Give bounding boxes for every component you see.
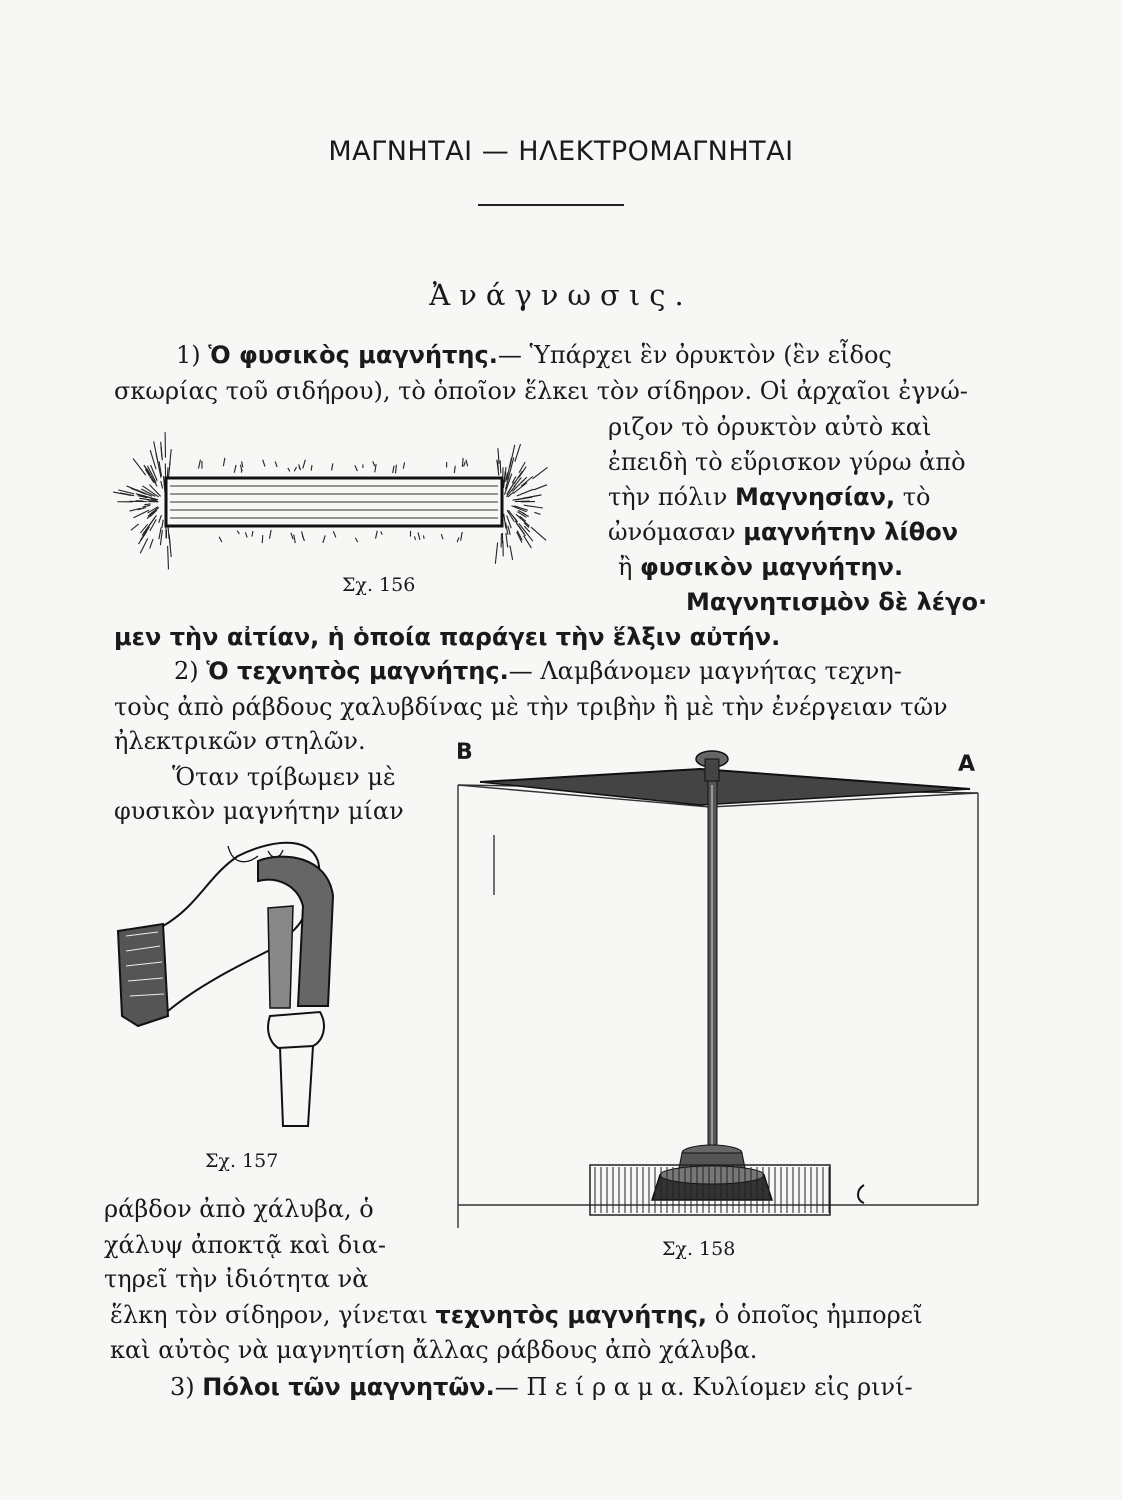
bold-natural-magnet: φυσικὸν μαγνήτην. xyxy=(640,553,904,581)
page-title: ΜΑΓΝΗΤΑΙ — ΗΛΕΚΤΡΟΜΑΓΝΗΤΑΙ xyxy=(328,136,794,167)
p1-title: Ὁ φυσικὸς μαγνήτης. xyxy=(208,341,498,369)
p2-line-1 xyxy=(174,654,902,688)
p1-line-3: ριζον τὸ ὀρυκτὸν αὐτὸ καὶ xyxy=(608,413,932,441)
p2-title: Ὁ τεχνητὸς μαγνήτης. xyxy=(206,657,509,685)
p1-line-4: ἐπειδὴ τὸ εὕρισκον γύρω ἀπὸ xyxy=(608,448,966,476)
fig158-apparatus-illustration xyxy=(450,745,1010,1235)
title-rule xyxy=(478,204,624,206)
p2-line-6: ράβδον ἀπὸ χάλυβα, ὁ xyxy=(104,1195,374,1223)
fig156-caption: Σχ. 156 xyxy=(342,574,416,596)
p1-line-7: ἢ φυσικὸν μαγνήτην. xyxy=(618,553,904,581)
fig158-caption: Σχ. 158 xyxy=(662,1238,736,1260)
p1-number: 1) xyxy=(176,341,201,369)
p1-line-1 xyxy=(176,338,892,372)
p1-line-5: τὴν πόλιν Μαγνησίαν, τὸ xyxy=(608,483,931,511)
label-b: Β xyxy=(456,740,473,765)
p2-line-7: χάλυψ ἀποκτᾷ καὶ δια- xyxy=(104,1231,386,1259)
p2-line-9: ἕλκη τὸν σίδηρον, γίνεται τεχνητὸς μαγνήτης, ὁ ὁποῖος ἠμπορεῖ xyxy=(110,1301,923,1329)
p3-number: 3) xyxy=(170,1373,195,1401)
p2-line-10: καὶ αὐτὸς νὰ μαγνητίση ἄλλας ράβδους ἀπὸ χάλυβα. xyxy=(110,1336,758,1364)
p1-line-8: Μαγνητισμὸν δὲ λέγο· xyxy=(686,588,988,616)
p1-line-6: ὠνόμασαν μαγνήτην λίθον xyxy=(608,518,959,546)
bold-magnesia: Μαγνησίαν, xyxy=(734,483,896,511)
p3-title: Πόλοι τῶν μαγνητῶν. xyxy=(202,1373,495,1401)
section-heading: Ἀνάγνωσις. xyxy=(429,278,693,312)
p1-text: — Ὑπάρχει ἓν ὀρυκτὸν (ἓν εἶδος xyxy=(497,341,892,369)
p3-text: — Π ε ί ρ α μ α. Κυλίομεν εἰς ρινί- xyxy=(494,1373,913,1401)
fig157-hand-illustration xyxy=(108,836,408,1146)
fig156-magnet-illustration xyxy=(118,436,558,556)
label-a: Α xyxy=(958,752,976,777)
p2-text: — Λαμβάνομεν μαγνήτας τεχνη- xyxy=(508,657,902,685)
p1-line-2: σκωρίας τοῦ σιδήρου), τὸ ὁποῖον ἕλκει τὸν σίδηρον. Οἱ ἀρχαῖοι ἐγνώ- xyxy=(114,377,968,405)
p2-line-3: ἠλεκτρικῶν στηλῶν. xyxy=(114,727,366,755)
p3-line-1 xyxy=(170,1370,913,1404)
fig157-caption: Σχ. 157 xyxy=(205,1150,279,1172)
p1-line-9: μεν τὴν αἰτίαν, ἡ ὁποία παράγει τὴν ἕλξιν αὐτήν. xyxy=(114,623,781,651)
p2-line-5: φυσικὸν μαγνήτην μίαν xyxy=(114,797,404,825)
bold-magnetic-stone: μαγνήτην λίθον xyxy=(743,518,959,546)
p2-line-2: τοὺς ἀπὸ ράβδους χαλυβδίνας μὲ τὴν τριβὴν ἢ μὲ τὴν ἐνέργειαν τῶν xyxy=(114,693,948,721)
p2-line-4: Ὅταν τρίβωμεν μὲ xyxy=(172,763,396,791)
bold-artificial-magnet: τεχνητὸς μαγνήτης, xyxy=(435,1301,708,1329)
p2-number: 2) xyxy=(174,657,199,685)
p2-line-8: τηρεῖ τὴν ἰδιότητα νὰ xyxy=(104,1265,369,1293)
